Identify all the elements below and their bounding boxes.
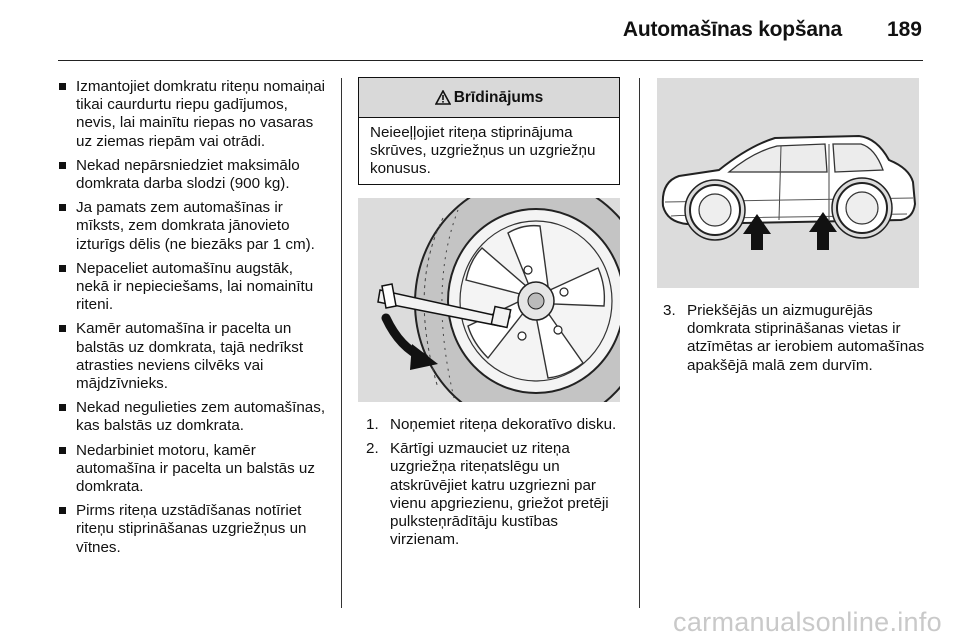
bullet-square-icon — [59, 162, 66, 169]
car-jacking-points-illustration — [657, 78, 919, 288]
bullet-square-icon — [59, 83, 66, 90]
bullet-square-icon — [59, 404, 66, 411]
page-number: 189 — [886, 18, 922, 41]
left-column — [58, 78, 330, 563]
bullet-list — [58, 78, 330, 557]
list-item: Nepaceliet automašīnu augstāk, nekā ir nepieciešams, lai nomainītu riteni. — [58, 260, 330, 315]
list-item — [366, 416, 628, 434]
section-title: Automašīnas kopšana — [622, 18, 842, 41]
step-text: Priekšējās un aizmugurējās domkrata stiprināšanas vietas ir atzīmētas ar ierobiem automašīnas apakšējā malā zem durvīm. — [687, 302, 925, 374]
list-item: Pirms riteņa uzstādīšanas notīriet riteņu stiprināšanas uzgriežņus un vītnes. — [58, 502, 330, 557]
list-item: Izmantojiet domkratu riteņu nomaiņai tikai caurdurtu riepu gadījumos, nevis, lai mainītu riepas no vasaras uz ziemas riepām vai otrādi. — [58, 78, 330, 151]
step-number: 1. — [366, 416, 379, 433]
step-number: 2. — [366, 440, 379, 458]
warning-title: Brīdinājums — [453, 88, 544, 106]
step-text: Kārtīgi uzmauciet uz riteņa uzgriežņa riteņatslēgu un atskrūvējiet katru uzgriezni par vienu apgriezienu, griežot pretēji pulksteņrādītāju kustības virzienam. — [390, 440, 609, 549]
list-item: Ja pamats zem automašīnas ir mīksts, zem domkrata jānovieto izturīgs dēlis (ne biezāks par 1 cm). — [58, 199, 330, 254]
steps-list-middle — [366, 416, 628, 555]
steps-list-right — [663, 302, 925, 381]
list-item: Nekad negulieties zem automašīnas, kas balstās uz domkrata. — [58, 399, 330, 435]
bullet-square-icon — [59, 325, 66, 332]
warning-text: Neieeļļojiet riteņa stiprinājuma skrūves, uzgriežņus un uzgriežņu konusus. — [370, 124, 596, 178]
wheel-wrench-illustration — [358, 198, 620, 402]
warning-header — [359, 78, 619, 118]
list-item: Nekad nepārsniedziet maksimālo domkrata darba slodzi (900 kg). — [58, 157, 330, 193]
watermark: carmanualsonline.info — [673, 607, 942, 637]
column-divider-left — [341, 78, 342, 608]
list-item: Kamēr automašīna ir pacelta un balstās uz domkrata, tajā nedrīkst atrasties neviens cilvēks vai mājdzīvnieks. — [58, 320, 330, 393]
step-number: 3. — [663, 302, 676, 319]
column-divider-right — [639, 78, 640, 608]
list-item — [366, 440, 628, 549]
bullet-square-icon — [59, 507, 66, 514]
bullet-square-icon — [59, 447, 66, 454]
step-text: Noņemiet riteņa dekoratīvo disku. — [390, 416, 617, 433]
warning-box — [358, 77, 620, 185]
bullet-square-icon — [59, 265, 66, 272]
list-item: Nedarbiniet motoru, kamēr automašīna ir pacelta un balstās uz domkrata. — [58, 442, 330, 497]
header-divider — [58, 60, 923, 61]
bullet-square-icon — [59, 204, 66, 211]
list-item — [663, 302, 925, 375]
warning-triangle-icon — [435, 90, 451, 105]
